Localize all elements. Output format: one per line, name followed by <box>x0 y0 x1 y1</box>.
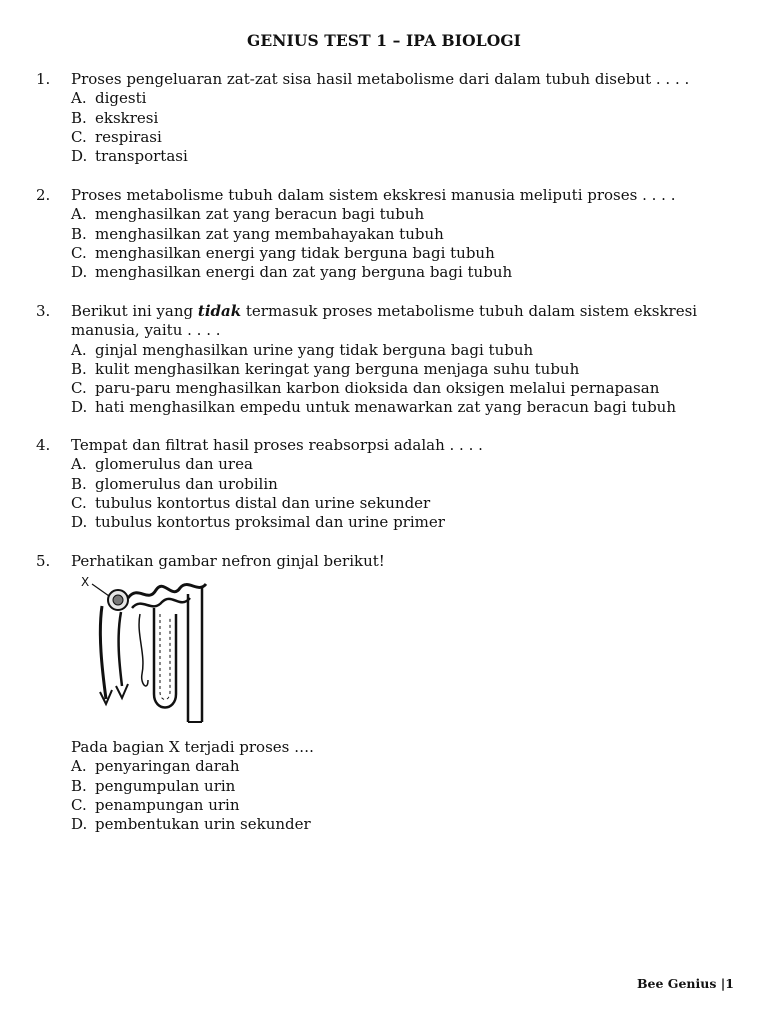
option-letter: C. <box>71 127 87 146</box>
stem-text: Berikut ini yang <box>71 302 198 320</box>
option-d <box>71 815 314 834</box>
option-text: penampungan urin <box>95 795 240 814</box>
option-text: respirasi <box>95 127 162 146</box>
option-letter: A. <box>71 89 87 108</box>
option-b <box>71 360 736 379</box>
stem-emphasis: tidak <box>197 302 242 320</box>
question-stem <box>71 302 736 341</box>
option-text: digesti <box>95 89 147 108</box>
page-title: GENIUS TEST 1 – IPA BIOLOGI <box>246 31 522 50</box>
option-text: menghasilkan zat yang beracun bagi tubuh <box>95 205 425 224</box>
option-text: tubulus kontortus distal dan urine sekunder <box>95 493 431 512</box>
option-d <box>71 513 736 532</box>
option-text: menghasilkan energi yang tidak berguna bagi tubuh <box>95 243 495 262</box>
option-c <box>71 128 736 147</box>
page-footer: Bee Genius |1 <box>636 976 734 991</box>
question-number: 2. <box>36 186 51 204</box>
question-5 <box>36 552 736 571</box>
question-number: 4. <box>36 436 51 454</box>
option-letter: C. <box>71 243 87 262</box>
option-letter: A. <box>71 757 87 776</box>
option-a <box>71 341 736 360</box>
question-number: 1. <box>36 70 51 88</box>
question-3 <box>36 302 736 418</box>
nephron-figure <box>76 574 226 734</box>
option-text: ginjal menghasilkan urine yang tidak berguna bagi tubuh <box>95 340 534 359</box>
option-letter: D. <box>71 815 88 834</box>
option-letter: C. <box>71 493 87 512</box>
option-c <box>71 796 314 815</box>
option-text: glomerulus dan urobilin <box>95 474 278 493</box>
option-letter: C. <box>71 379 87 398</box>
question-stem: Proses pengeluaran zat-zat sisa hasil metabolisme dari dalam tubuh disebut . . . . <box>71 70 690 88</box>
question-4 <box>36 436 736 532</box>
option-text: glomerulus dan urea <box>95 455 253 474</box>
option-b <box>71 109 736 128</box>
question-stem: Proses metabolisme tubuh dalam sistem ekskresi manusia meliputi proses . . . . <box>71 186 676 204</box>
option-c <box>71 244 736 263</box>
question-5-substem-block <box>71 738 314 834</box>
option-letter: B. <box>71 108 87 127</box>
option-text: kulit menghasilkan keringat yang berguna menjaga suhu tubuh <box>95 359 580 378</box>
option-a <box>71 455 736 474</box>
option-letter: A. <box>71 340 87 359</box>
option-text: pembentukan urin sekunder <box>95 815 311 834</box>
option-text: pengumpulan urin <box>95 776 236 795</box>
stem-text: termasuk proses metabolisme tubuh dalam sistem ekskresi manusia, yaitu . . . . <box>71 302 698 340</box>
option-letter: B. <box>71 224 87 243</box>
option-c <box>71 379 736 398</box>
option-text: transportasi <box>95 147 188 166</box>
option-letter: B. <box>71 359 87 378</box>
option-letter: A. <box>71 455 87 474</box>
option-text: penyaringan darah <box>95 757 240 776</box>
option-text: menghasilkan energi dan zat yang berguna bagi tubuh <box>95 263 513 282</box>
option-text: hati menghasilkan empedu untuk menawarkan zat yang beracun bagi tubuh <box>95 398 677 417</box>
question-number: 3. <box>36 302 51 320</box>
option-text: ekskresi <box>95 108 159 127</box>
question-number: 5. <box>36 552 51 570</box>
option-b <box>71 225 736 244</box>
option-d <box>71 263 736 282</box>
option-b <box>71 475 736 494</box>
option-d <box>71 147 736 166</box>
option-letter: B. <box>71 474 87 493</box>
option-d <box>71 398 736 417</box>
option-text: tubulus kontortus proksimal dan urine primer <box>95 513 445 532</box>
option-a <box>71 757 314 776</box>
option-letter: C. <box>71 795 87 814</box>
question-stem: Tempat dan filtrat hasil proses reabsorpsi adalah . . . . <box>71 436 483 454</box>
option-letter: B. <box>71 776 87 795</box>
question-2 <box>36 186 736 282</box>
option-letter: D. <box>71 147 88 166</box>
option-text: paru-paru menghasilkan karbon dioksida dan oksigen melalui pernapasan <box>95 379 660 398</box>
question-substem: Pada bagian X terjadi proses …. <box>71 738 314 756</box>
option-text: menghasilkan zat yang membahayakan tubuh <box>95 224 444 243</box>
option-letter: D. <box>71 398 88 417</box>
option-a <box>71 89 736 108</box>
figure-label-x: X <box>81 575 90 589</box>
question-1 <box>36 70 736 166</box>
option-a <box>71 205 736 224</box>
question-stem: Perhatikan gambar nefron ginjal berikut! <box>71 552 385 570</box>
option-b <box>71 777 314 796</box>
option-letter: D. <box>71 513 88 532</box>
option-letter: A. <box>71 205 87 224</box>
option-c <box>71 494 736 513</box>
option-letter: D. <box>71 263 88 282</box>
